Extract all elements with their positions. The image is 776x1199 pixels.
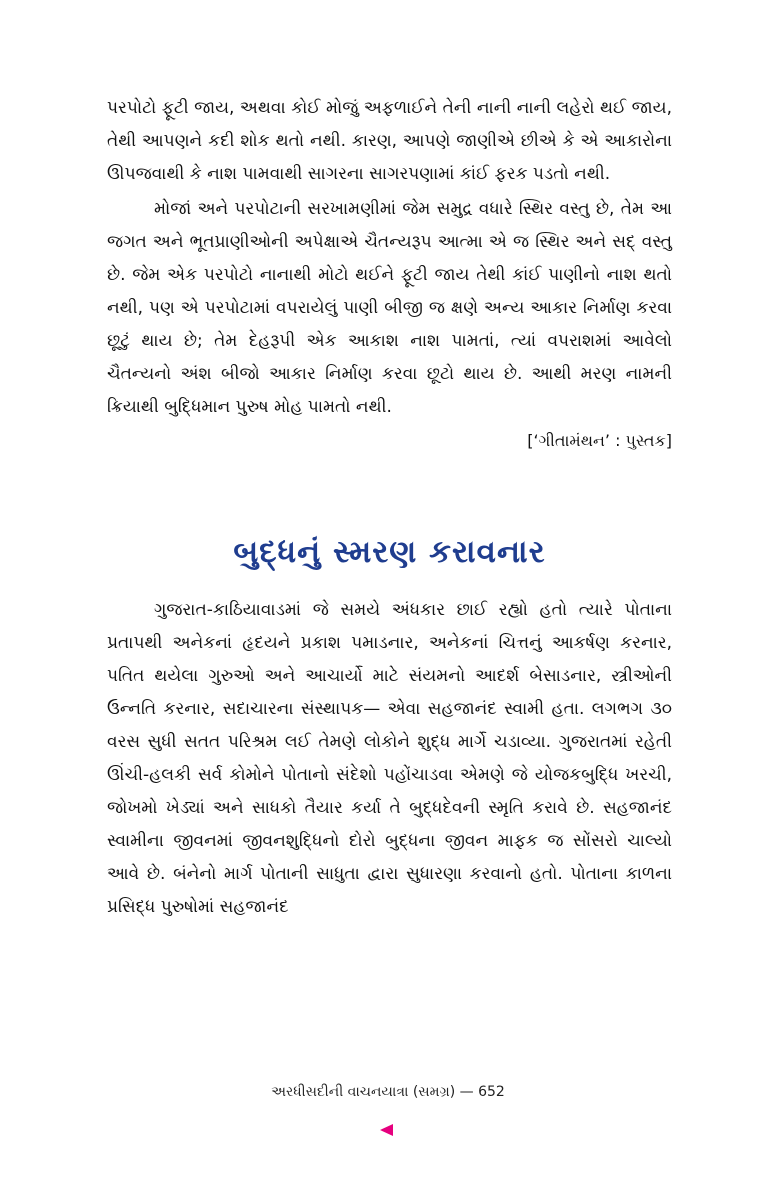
source-citation: [‘ગીતામંથન’ : પુસ્તક] (527, 431, 672, 450)
paragraph-soul-analogy: મોજાં અને પરપોટાની સરખામણીમાં જેમ સમુદ્ર વધારે સ્થિર વસ્તુ છે, તેમ આ જગત અને ભૂતપ્રાણીઓની અપેક્ષાએ ચૈતન્યરૂપ આત્મા એ જ સ્થિર અને સદ્ વસ્તુ છે. જેમ એક પરપોટો નાનાથી મોટો થઈને ફૂટી જાય તેથી કાંઈ પાણીનો નાશ થતો નથી, પણ એ પરપોટામાં વપરાયેલું પાણી બીજી જ ક્ષણે અન્ય આકાર નિર્માણ કરવા છૂટું થાય છે; તેમ દેહરૂપી એક આકાશ નાશ પામતાં, ત્યાં વપરાશમાં આવેલો ચૈતન્યનો અંશ બીજો આકાર નિર્માણ કરવા છૂટો થાય છે. આથી મરણ નામની ક્રિયાથી બુદ્ધિમાન પુરુષ મોહ પામતો નથી. (107, 199, 672, 417)
page-footer: અરધીસદીની વાચનયાત્રા (સમગ્ર) — 652 (271, 1084, 505, 1100)
paragraph-sahajanand: ગુજરાત-કાઠિયાવાડમાં જે સમયે અંધકાર છાઈ રહ્યો હતો ત્યારે પોતાના પ્રતાપથી અનેકનાં હૃદયને પ્રકાશ પમાડનાર, અનેકનાં ચિત્તનું આકર્ષણ કરનાર, પતિત થયેલા ગુરુઓ અને આચાર્યો માટે સંયમનો આદર્શ બેસાડનાર, સ્ત્રીઓની ઉન્નતિ કરનાર, સદાચારના સંસ્થાપક— એવા સહજાનંદ સ્વામી હતા. લગભગ ૩૦ વરસ સુધી સતત પરિશ્રમ લઈ તેમણે લોકોને શુદ્ધ માર્ગે ચડાવ્યા. ગુજરાતમાં રહેતી ઊંચી-હલકી સર્વ કોમોને પોતાનો સંદેશો પહોંચાડવા એમણે જે યોજકબુદ્ધિ ખરચી, જોખમો ખેડ્યાં અને સાધકો તૈયાર કર્યા તે બુદ્ધદેવની સ્મૃતિ કરાવે છે. સહજાનંદ સ્વામીના જીવનમાં જીવનશુદ્ધિનો દોરો બુદ્ધના જીવન માફક જ સોંસરો ચાલ્યો આવે છે. બંનેનો માર્ગ પોતાની સાધુતા દ્વારા સુધારણા કરવાનો હતો. પોતાના કાળના પ્રસિદ્ધ પુરુષોમાં સહજાનંદ (107, 600, 672, 917)
page-body (107, 92, 672, 924)
paragraph-bubble-analogy: પરપોટો ફૂટી જાય, અથવા કોઈ મોજું અફળાઈને તેની નાની નાની લહેરો થઈ જાય, તેથી આપણને કદી શોક થતો નથી. કારણ, આપણે જાણીએ છીએ કે એ આકારોના ઊપજવાથી કે નાશ પામવાથી સાગરના સાગરપણામાં કાંઈ ફરક પડતો નથી. (107, 98, 672, 184)
previous-page-arrow-icon[interactable] (380, 1124, 393, 1136)
section-heading: બુદ્ધનું સ્મરણ કરાવનાર (233, 534, 546, 570)
